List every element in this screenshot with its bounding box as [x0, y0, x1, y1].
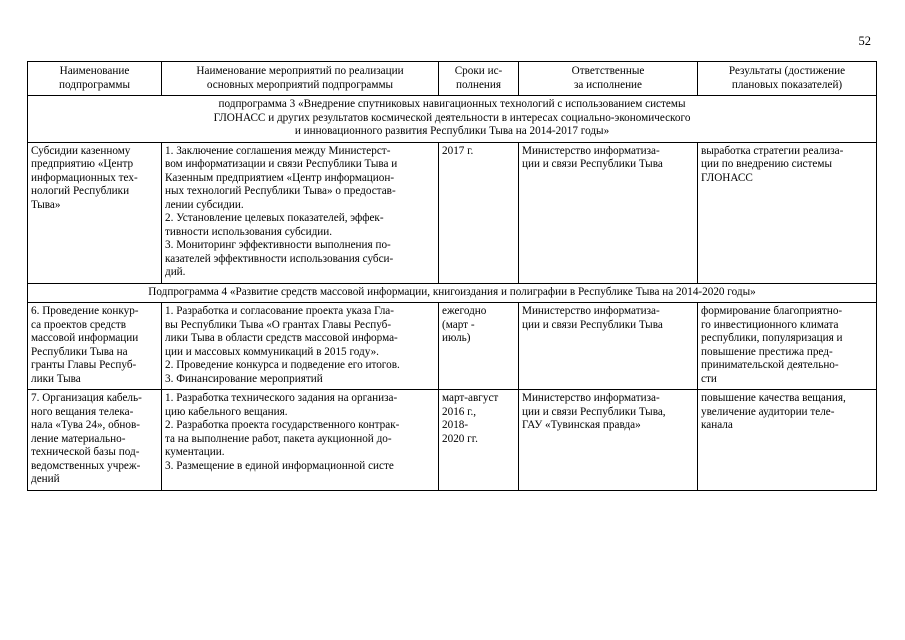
subprogram-4-title: Подпрограмма 4 «Развитие средств массовой информации, книгоиздания и полиграфии в Республике Тыва на 2014-2020 годы»	[28, 283, 877, 303]
row1-measures: 1. Заключение соглашения между Министерст- вом информатизации и связи Республики Тыва и Казенным предприятием «Центр информацион- ных технологий Республики Тыва» о предостав- лении субсидии. 2. Установление целевых показателей, эффек- тивности использования субсидии. 3. Мониторинг эффективности выполнения по- казателей эффективности использования субси- дий.	[162, 142, 439, 283]
header-measures: Наименование мероприятий по реализации основных мероприятий подпрограммы	[162, 62, 439, 96]
row2-responsible: Министерство информатиза- ции и связи Республики Тыва	[519, 303, 698, 390]
row3-measures: 1. Разработка технического задания на организа- цию кабельного вещания. 2. Разработка проекта государственного контрак- та на выполнение работ, пакета аукционной до- кументации. 3. Размещение в единой информационной систе	[162, 390, 439, 491]
row2-measures: 1. Разработка и согласование проекта указа Гла- вы Республики Тыва «О грантах Главы Респуб- лики Тыва в области средств массовой информа- ции и массовых коммуникаций в 2015 году». 2. Проведение конкурса и подведение его итогов. 3. Финансирование мероприятий	[162, 303, 439, 390]
row1-responsible: Министерство информатиза- ции и связи Республики Тыва	[519, 142, 698, 283]
row1-term: 2017 г.	[439, 142, 519, 283]
row1-name: Субсидии казенному предприятию «Центр информационных тех- нологий Республики Тыва»	[28, 142, 162, 283]
row3-responsible: Министерство информатиза- ции и связи Республики Тыва, ГАУ «Тувинская правда»	[519, 390, 698, 491]
row2-term: ежегодно (март - июль)	[439, 303, 519, 390]
table-row	[28, 390, 877, 491]
row3-term: март-август 2016 г., 2018- 2020 гг.	[439, 390, 519, 491]
row1-results: выработка стратегии реализа- ции по внедрению системы ГЛОНАСС	[698, 142, 877, 283]
row2-name: 6. Проведение конкур- са проектов средств массовой информации Республики Тыва на гранты Главы Респуб- лики Тыва	[28, 303, 162, 390]
header-subprogram: Наименование подпрограммы	[28, 62, 162, 96]
section-row	[28, 283, 877, 303]
table-row	[28, 142, 877, 283]
section-row	[28, 96, 877, 143]
plan-table	[27, 61, 877, 491]
subprogram-3-title: подпрограмма 3 «Внедрение спутниковых навигационных технологий с использованием системы ГЛОНАСС и других результатов космической деятельности в интересах социально-экономического и инновационного развития Республики Тыва на 2014-2017 годы»	[28, 96, 877, 143]
table-row	[28, 303, 877, 390]
header-row	[28, 62, 877, 96]
header-results: Результаты (достижение плановых показателей)	[698, 62, 877, 96]
row2-results: формирование благоприятно- го инвестиционного климата республики, популяризация и повышение престижа пред- принимательской деятельно- сти	[698, 303, 877, 390]
row3-name: 7. Организация кабель- ного вещания телека- нала «Тува 24», обнов- ление материально- технической базы под- ведомственных учреж- дений	[28, 390, 162, 491]
header-responsible: Ответственные за исполнение	[519, 62, 698, 96]
page-number: 52	[858, 34, 871, 48]
row3-results: повышение качества вещания, увеличение аудитории теле- канала	[698, 390, 877, 491]
header-terms: Сроки ис- полнения	[439, 62, 519, 96]
